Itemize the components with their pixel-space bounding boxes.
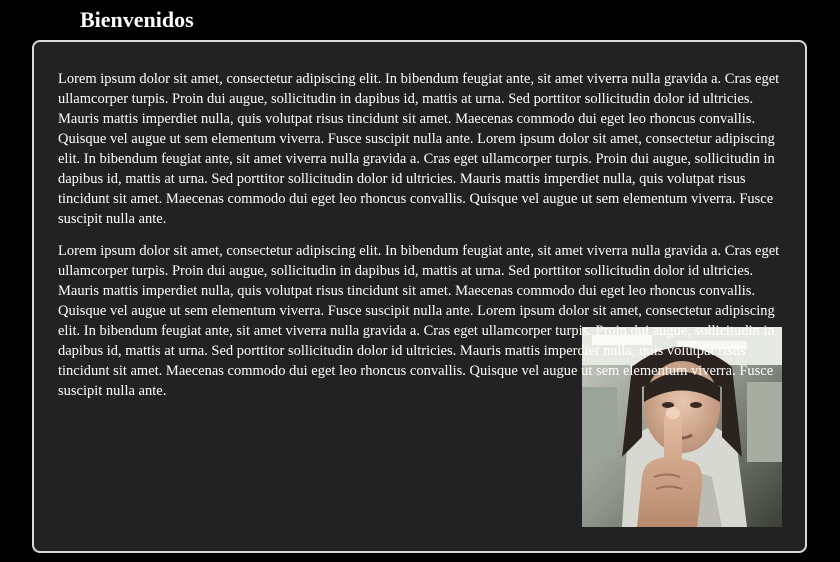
paragraph-1: Lorem ipsum dolor sit amet, consectetur adipiscing elit. In bibendum feugiat ante, sit amet viverra nulla gravida a. Cras eget ullamcorper turpis. Proin dui augue, sollicitudin in dapibus id, mattis at urna. Sed porttitor sollicitudin dolor id ultricies. Mauris mattis imperdiet nulla, quis volutpat risus tincidunt sit amet. Maecenas commodo dui eget leo rhoncus convallis. Quisque vel augue ut sem elementum viverra. Fusce suscipit nulla ante. Lorem ipsum dolor sit amet, consectetur adipiscing elit. In bibendum feugiat ante, sit amet viverra nulla gravida a. Cras eget ullamcorper turpis. Proin dui augue, sollicitudin in dapibus id, mattis at urna. Sed porttitor sollicitudin dolor id ultricies. Mauris mattis imperdiet nulla, quis volutpat risus tincidunt sit amet. Maecenas commodo dui eget leo rhoncus convallis. Quisque vel augue ut sem elementum viverra. Fusce suscipit nulla ante. xyxy=(58,71,780,227)
page-title: Bienvenidos xyxy=(80,7,194,32)
content-text xyxy=(58,69,783,413)
content-panel xyxy=(32,40,807,553)
paragraph-2: Lorem ipsum dolor sit amet, consectetur adipiscing elit. In bibendum feugiat ante, sit amet viverra nulla gravida a. Cras eget ullamcorper turpis. Proin dui augue, sollicitudin in dapibus id, mattis at urna. Sed porttitor sollicitudin dolor id ultricies. Mauris mattis imperdiet nulla, quis volutpat risus tincidunt sit amet. Maecenas commodo dui eget leo rhoncus convallis. Quisque vel augue ut sem elementum viverra. Fusce suscipit nulla ante. Lorem ipsum dolor sit amet, consectetur adipiscing elit. In bibendum feugiat ante, sit amet viverra nulla gravida a. Cras eget ullamcorper turpis. Proin dui augue, sollicitudin in dapibus id, mattis at urna. Sed porttitor sollicitudin dolor id ultricies. Mauris mattis imperdiet nulla, quis volutpat risus tincidunt sit amet. Maecenas commodo dui eget leo rhoncus convallis. Quisque vel augue ut sem elementum viverra. Fusce suscipit nulla ante. xyxy=(58,243,780,399)
